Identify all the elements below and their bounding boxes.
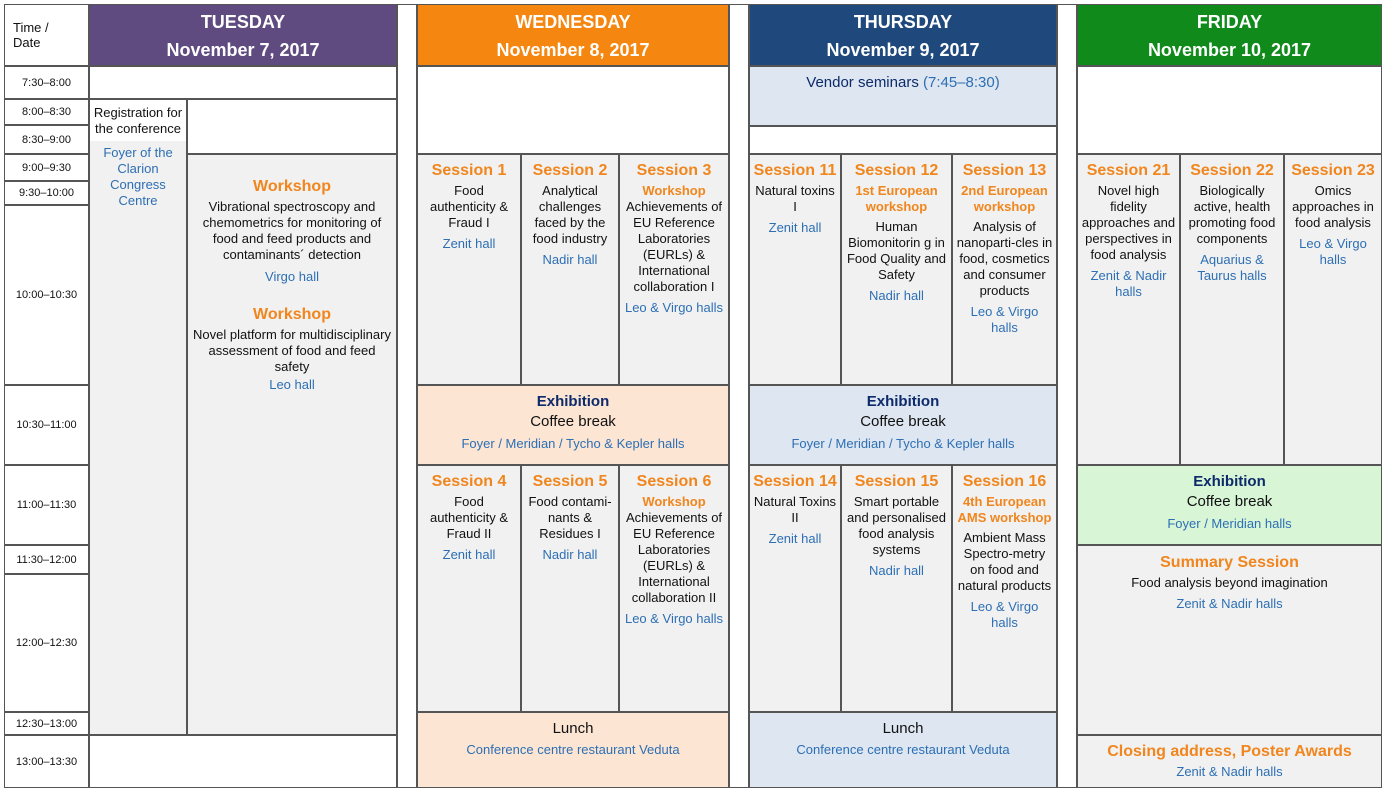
closing-title: Closing address, Poster Awards bbox=[1107, 743, 1352, 760]
session-name: Session 2 bbox=[532, 162, 608, 179]
session-hall: Nadir hall bbox=[869, 288, 924, 303]
time-slot: 13:00–13:30 bbox=[4, 735, 89, 788]
thu-session-15 bbox=[841, 465, 952, 712]
session-name: Session 15 bbox=[854, 473, 939, 490]
thu-session-12 bbox=[841, 154, 952, 385]
time-slot: 8:30–9:00 bbox=[4, 125, 89, 154]
column-gap bbox=[1057, 4, 1077, 788]
exhibition-title: Exhibition bbox=[536, 393, 610, 410]
session-hall: Aquarius & Taurus halls bbox=[1197, 252, 1267, 283]
workshop-label: Workshop bbox=[253, 178, 331, 195]
session-hall: Leo & Virgo halls bbox=[624, 611, 724, 626]
session-title: Achievements of EU Reference Laboratories (EURLs) & International collaboration II bbox=[625, 510, 723, 605]
session-tag: 1st European workshop bbox=[855, 183, 938, 214]
day-date: November 10, 2017 bbox=[1147, 40, 1312, 60]
lunch-place: Conference centre restaurant Veduta bbox=[466, 742, 680, 757]
fri-exhibition bbox=[1077, 465, 1382, 545]
fri-closing bbox=[1077, 735, 1382, 788]
exhibition-place: Foyer / Meridian / Tycho & Kepler halls bbox=[791, 436, 1015, 451]
thu-lunch bbox=[749, 712, 1057, 788]
session-name: Session 23 bbox=[1291, 162, 1375, 179]
workshop-hall: Virgo hall bbox=[265, 269, 319, 284]
workshop-label: Workshop bbox=[253, 306, 331, 323]
tue-empty-morning bbox=[89, 66, 397, 99]
session-hall: Zenit hall bbox=[442, 547, 496, 562]
summary-hall: Zenit & Nadir halls bbox=[1176, 596, 1283, 611]
workshop-title: Novel platform for multidisciplinary assessment of food and feed safety bbox=[193, 327, 391, 374]
fri-session-22 bbox=[1180, 154, 1284, 465]
fri-session-21 bbox=[1077, 154, 1180, 465]
session-hall: Zenit hall bbox=[768, 220, 822, 235]
header-tuesday bbox=[89, 4, 397, 66]
time-slot: 11:30–12:00 bbox=[4, 545, 89, 574]
session-title: Ambient Mass Spectro-metry on food and natural products bbox=[957, 530, 1052, 593]
session-hall: Zenit hall bbox=[442, 236, 496, 251]
summary-sub: Food analysis beyond imagination bbox=[1131, 575, 1328, 590]
vendor-title: Vendor seminars bbox=[806, 74, 919, 91]
exhibition-sub: Coffee break bbox=[860, 413, 946, 430]
time-slot: 9:30–10:00 bbox=[4, 181, 89, 205]
session-title: Omics approaches in food analysis bbox=[1292, 183, 1374, 230]
time-slot: 9:00–9:30 bbox=[4, 154, 89, 181]
time-slot: 12:00–12:30 bbox=[4, 574, 89, 712]
session-hall: Leo & Virgo halls bbox=[1299, 236, 1367, 267]
time-slot: 11:00–11:30 bbox=[4, 465, 89, 545]
session-hall: Nadir hall bbox=[869, 563, 924, 578]
lunch-place: Conference centre restaurant Veduta bbox=[796, 742, 1010, 757]
header-friday bbox=[1077, 4, 1382, 66]
session-name: Session 21 bbox=[1086, 162, 1171, 179]
session-tag: 4th European AMS workshop bbox=[957, 494, 1052, 525]
session-title: Food contami-nants & Residues I bbox=[528, 494, 612, 541]
session-tag: Workshop bbox=[642, 494, 706, 509]
session-title: Biologically active, health promoting food components bbox=[1188, 183, 1276, 246]
session-tag: Workshop bbox=[642, 183, 706, 198]
lunch-title: Lunch bbox=[552, 720, 594, 737]
wed-session-1 bbox=[417, 154, 521, 385]
exhibition-place: Foyer / Meridian halls bbox=[1167, 516, 1292, 531]
tue-registration bbox=[89, 99, 187, 735]
wed-session-5 bbox=[521, 465, 619, 712]
session-tag: 2nd European workshop bbox=[961, 183, 1048, 214]
wed-session-3 bbox=[619, 154, 729, 385]
column-gap bbox=[397, 4, 417, 788]
exhibition-title: Exhibition bbox=[1193, 473, 1266, 490]
session-name: Session 6 bbox=[636, 473, 712, 490]
registration-text: Registration for the conference bbox=[90, 100, 186, 141]
time-slot: 12:30–13:00 bbox=[4, 712, 89, 735]
workshop-title: Vibrational spectroscopy and chemometrics for monitoring of food and feed products and contaminants´ detection bbox=[202, 199, 382, 262]
session-name: Session 11 bbox=[753, 162, 837, 179]
exhibition-sub: Coffee break bbox=[530, 413, 616, 430]
wed-empty-morning bbox=[417, 66, 729, 154]
session-name: Session 14 bbox=[753, 473, 837, 490]
session-title: Analysis of nanoparti-cles in food, cosmetics and consumer products bbox=[956, 219, 1053, 298]
thu-vendor-seminars bbox=[749, 66, 1057, 126]
tue-empty-afternoon bbox=[89, 735, 397, 788]
day-name: THURSDAY bbox=[853, 12, 953, 32]
thu-empty bbox=[749, 126, 1057, 154]
session-name: Session 16 bbox=[962, 473, 1047, 490]
time-slot: 7:30–8:00 bbox=[4, 66, 89, 99]
header-wednesday bbox=[417, 4, 729, 66]
wed-session-4 bbox=[417, 465, 521, 712]
registration-place: Foyer of the Clarion Congress Centre bbox=[103, 145, 173, 208]
thu-exhibition bbox=[749, 385, 1057, 465]
session-title: Analytical challenges faced by the food industry bbox=[532, 183, 608, 246]
exhibition-title: Exhibition bbox=[866, 393, 940, 410]
thu-session-11 bbox=[749, 154, 841, 385]
workshop-hall: Leo hall bbox=[269, 377, 315, 392]
session-hall: Zenit & Nadir halls bbox=[1090, 268, 1167, 299]
wed-lunch bbox=[417, 712, 729, 788]
time-date-header: Time / Date bbox=[4, 4, 89, 66]
header-thursday bbox=[749, 4, 1057, 66]
thu-session-16 bbox=[952, 465, 1057, 712]
session-title: Achievements of EU Reference Laboratories (EURLs) & International collaboration I bbox=[625, 199, 723, 294]
tue-workshops bbox=[187, 154, 397, 735]
session-name: Session 12 bbox=[854, 162, 939, 179]
session-name: Session 1 bbox=[431, 162, 507, 179]
day-name: TUESDAY bbox=[200, 12, 286, 32]
session-hall: Leo & Virgo halls bbox=[970, 304, 1039, 335]
column-gap bbox=[729, 4, 749, 788]
fri-session-23 bbox=[1284, 154, 1382, 465]
tue-empty-right bbox=[187, 99, 397, 154]
day-date: November 9, 2017 bbox=[826, 40, 980, 60]
fri-summary-session bbox=[1077, 545, 1382, 735]
time-slot: 8:00–8:30 bbox=[4, 99, 89, 125]
time-slot: 10:00–10:30 bbox=[4, 205, 89, 385]
thu-session-14 bbox=[749, 465, 841, 712]
session-hall: Nadir hall bbox=[542, 547, 598, 562]
session-title: Smart portable and personalised food analysis systems bbox=[846, 494, 947, 557]
time-slot: 10:30–11:00 bbox=[4, 385, 89, 465]
session-hall: Leo & Virgo halls bbox=[624, 300, 724, 315]
wed-session-2 bbox=[521, 154, 619, 385]
session-title: Food authenticity & Fraud II bbox=[429, 494, 509, 541]
fri-empty-morning bbox=[1077, 66, 1382, 154]
session-name: Session 5 bbox=[532, 473, 608, 490]
session-name: Session 3 bbox=[636, 162, 712, 179]
session-name: Session 13 bbox=[962, 162, 1047, 179]
wed-exhibition bbox=[417, 385, 729, 465]
day-date: November 7, 2017 bbox=[166, 40, 320, 60]
lunch-title: Lunch bbox=[882, 720, 924, 737]
thu-session-13 bbox=[952, 154, 1057, 385]
vendor-time: (7:45–8:30) bbox=[923, 74, 1000, 91]
day-name: FRIDAY bbox=[1196, 12, 1263, 32]
session-name: Session 22 bbox=[1190, 162, 1274, 179]
exhibition-place: Foyer / Meridian / Tycho & Kepler halls bbox=[461, 436, 685, 451]
session-title: Natural toxins I bbox=[755, 183, 835, 214]
session-title: Human Biomonitorin g in Food Quality and Safety bbox=[846, 219, 946, 282]
wed-session-6 bbox=[619, 465, 729, 712]
closing-hall: Zenit & Nadir halls bbox=[1176, 764, 1283, 779]
session-hall: Nadir hall bbox=[542, 252, 598, 267]
day-name: WEDNESDAY bbox=[515, 12, 631, 32]
session-hall: Leo & Virgo halls bbox=[970, 599, 1039, 630]
session-name: Session 4 bbox=[431, 473, 507, 490]
day-date: November 8, 2017 bbox=[496, 40, 650, 60]
session-title: Novel high fidelity approaches and perspectives in food analysis bbox=[1081, 183, 1176, 262]
exhibition-sub: Coffee break bbox=[1186, 493, 1273, 510]
session-hall: Zenit hall bbox=[768, 531, 822, 546]
summary-title: Summary Session bbox=[1160, 554, 1299, 571]
session-title: Food authenticity & Fraud I bbox=[429, 183, 509, 230]
session-title: Natural Toxins II bbox=[753, 494, 837, 525]
